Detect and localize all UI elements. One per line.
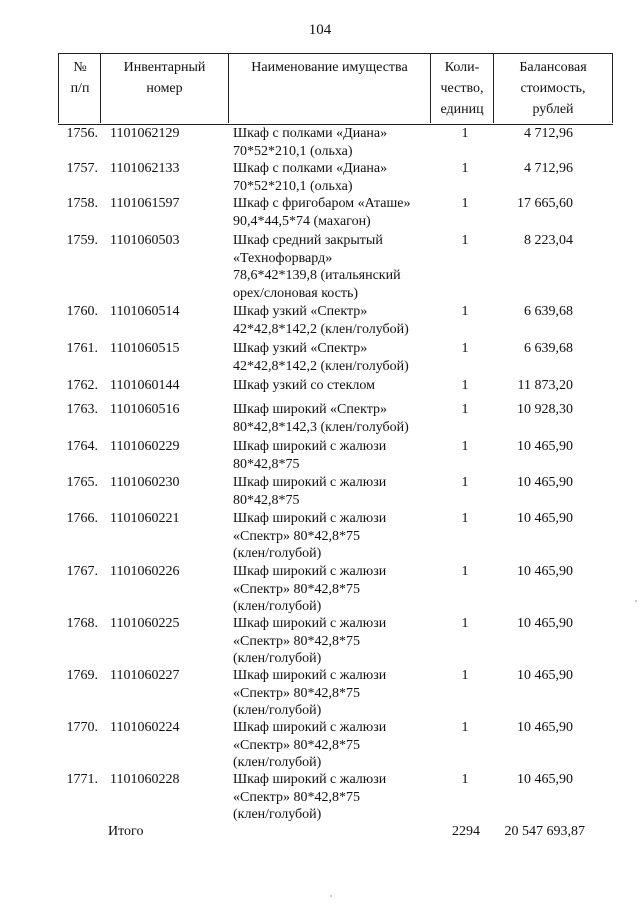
item-name: Шкаф узкий «Спектр» 42*42,8*142,2 (клен/голубой) <box>233 341 409 374</box>
row-number: 1759. <box>66 233 98 248</box>
inventory-number: 1101061597 <box>110 196 180 211</box>
balance-cost: 11 873,20 <box>517 378 573 393</box>
quantity: 1 <box>461 720 469 735</box>
inventory-number: 1101060230 <box>110 475 180 490</box>
item-name: Шкаф широкий с жалюзи «Спектр» 80*42,8*75 (клен/голубой) <box>233 720 387 770</box>
header-divider <box>612 53 613 123</box>
inventory-number: 1101060227 <box>110 668 180 683</box>
balance-cost: 10 928,30 <box>517 402 573 417</box>
inventory-number: 1101060515 <box>110 341 180 356</box>
header-qty: Коли- чество, единиц <box>440 60 484 117</box>
inventory-number: 1101062133 <box>110 161 180 176</box>
scan-speck <box>330 895 332 897</box>
total-label: Итого <box>108 824 144 839</box>
header-cost: Балансовая стоимость, рублей <box>519 60 587 117</box>
row-number: 1761. <box>66 341 98 356</box>
inventory-number: 1101060226 <box>110 564 180 579</box>
row-number: 1767. <box>66 564 98 579</box>
balance-cost: 10 465,90 <box>517 439 573 454</box>
total-cost: 20 547 693,87 <box>504 824 585 839</box>
quantity: 1 <box>461 126 469 141</box>
row-number: 1764. <box>66 439 98 454</box>
row-number: 1757. <box>66 161 98 176</box>
item-name: Шкаф широкий с жалюзи «Спектр» 80*42,8*75 (клен/голубой) <box>233 616 387 666</box>
item-name: Шкаф широкий с жалюзи «Спектр» 80*42,8*75 (клен/голубой) <box>233 564 387 614</box>
item-name: Шкаф с фригобаром «Аташе» 90,4*44,5*74 (махагон) <box>233 196 411 229</box>
quantity: 1 <box>461 161 469 176</box>
quantity: 1 <box>461 439 469 454</box>
page-number: 104 <box>308 22 332 38</box>
inventory-number: 1101060144 <box>110 378 180 393</box>
item-name: Шкаф широкий с жалюзи 80*42,8*75 <box>233 475 387 508</box>
balance-cost: 6 639,68 <box>524 304 573 319</box>
row-number: 1766. <box>66 511 98 526</box>
inventory-number: 1101060221 <box>110 511 180 526</box>
balance-cost: 10 465,90 <box>517 772 573 787</box>
balance-cost: 10 465,90 <box>517 720 573 735</box>
inventory-number: 1101060503 <box>110 233 180 248</box>
row-number: 1770. <box>66 720 98 735</box>
row-number: 1769. <box>66 668 98 683</box>
quantity: 1 <box>461 341 469 356</box>
item-name: Шкаф с полками «Диана» 70*52*210,1 (ольха) <box>233 161 388 194</box>
header-num: № п/п <box>70 60 90 96</box>
row-number: 1763. <box>66 402 98 417</box>
row-number: 1760. <box>66 304 98 319</box>
item-name: Шкаф широкий «Спектр» 80*42,8*142,3 (клен/голубой) <box>233 402 409 435</box>
balance-cost: 4 712,96 <box>524 126 573 141</box>
quantity: 1 <box>461 511 469 526</box>
row-number: 1768. <box>66 616 98 631</box>
quantity: 1 <box>461 402 469 417</box>
quantity: 1 <box>461 668 469 683</box>
balance-cost: 4 712,96 <box>524 161 573 176</box>
header-name: Наименование имущества <box>251 60 408 75</box>
inventory-number: 1101060228 <box>110 772 180 787</box>
quantity: 1 <box>461 304 469 319</box>
header-divider <box>58 53 59 123</box>
balance-cost: 10 465,90 <box>517 475 573 490</box>
quantity: 1 <box>461 616 469 631</box>
quantity: 1 <box>461 378 469 393</box>
item-name: Шкаф широкий с жалюзи «Спектр» 80*42,8*75 (клен/голубой) <box>233 511 387 561</box>
balance-cost: 10 465,90 <box>517 616 573 631</box>
item-name: Шкаф широкий с жалюзи «Спектр» 80*42,8*75 (клен/голубой) <box>233 668 387 718</box>
balance-cost: 6 639,68 <box>524 341 573 356</box>
balance-cost: 10 465,90 <box>517 564 573 579</box>
quantity: 1 <box>461 196 469 211</box>
quantity: 1 <box>461 772 469 787</box>
quantity: 1 <box>461 564 469 579</box>
row-number: 1765. <box>66 475 98 490</box>
item-name: Шкаф широкий с жалюзи 80*42,8*75 <box>233 439 387 472</box>
inventory-number: 1101060516 <box>110 402 180 417</box>
item-name: Шкаф широкий с жалюзи «Спектр» 80*42,8*75 (клен/голубой) <box>233 772 387 822</box>
item-name: Шкаф средний закрытый «Технофорвард» 78,6*42*139,8 (итальянский орех/слоновая кость) <box>233 233 401 301</box>
inventory-number: 1101060224 <box>110 720 180 735</box>
scan-speck <box>635 600 637 602</box>
inventory-number: 1101060229 <box>110 439 180 454</box>
row-number: 1758. <box>66 196 98 211</box>
quantity: 1 <box>461 233 469 248</box>
item-name: Шкаф с полками «Диана» 70*52*210,1 (ольха) <box>233 126 388 159</box>
inventory-number: 1101062129 <box>110 126 180 141</box>
item-name: Шкаф узкий со стеклом <box>233 378 375 393</box>
header-inventory: Инвентарный номер <box>123 60 206 96</box>
balance-cost: 17 665,60 <box>517 196 573 211</box>
row-number: 1756. <box>66 126 98 141</box>
row-number: 1771. <box>66 772 98 787</box>
total-qty: 2294 <box>452 824 480 839</box>
item-name: Шкаф узкий «Спектр» 42*42,8*142,2 (клен/голубой) <box>233 304 409 337</box>
balance-cost: 10 465,90 <box>517 668 573 683</box>
row-number: 1762. <box>66 378 98 393</box>
inventory-number: 1101060514 <box>110 304 180 319</box>
quantity: 1 <box>461 475 469 490</box>
balance-cost: 10 465,90 <box>517 511 573 526</box>
inventory-number: 1101060225 <box>110 616 180 631</box>
balance-cost: 8 223,04 <box>524 233 573 248</box>
